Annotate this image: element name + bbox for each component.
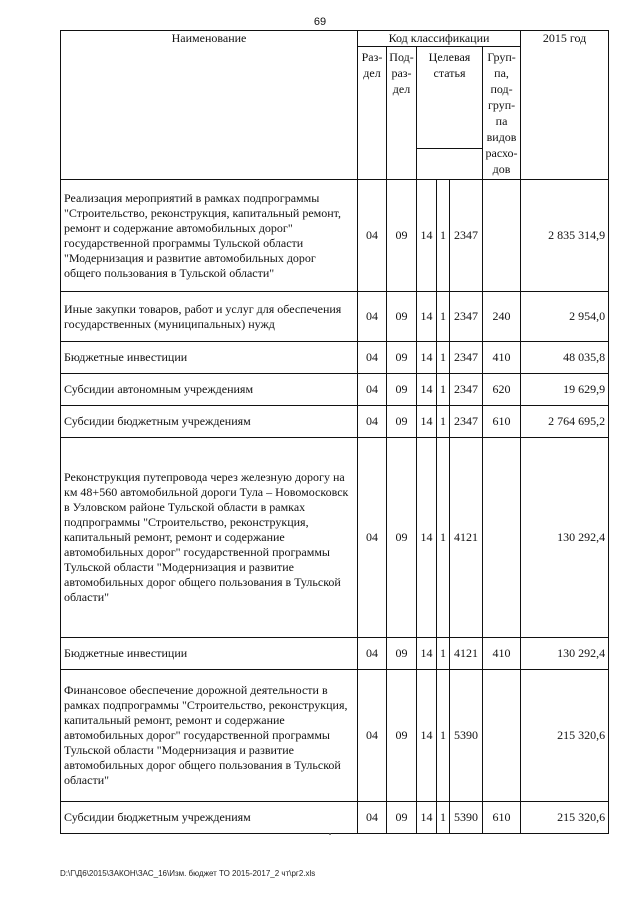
row-name: Субсидии бюджетным учреждениям <box>61 802 358 834</box>
header-name: Наименование <box>61 31 358 180</box>
scan-speck <box>329 833 331 835</box>
row-target-subprogram: 1 <box>437 406 450 438</box>
row-razdel: 04 <box>358 374 387 406</box>
row-target-subprogram: 1 <box>437 438 450 638</box>
row-amount-2015: 130 292,4 <box>521 438 609 638</box>
row-name: Субсидии бюджетным учреждениям <box>61 406 358 438</box>
row-amount-2015: 2 764 695,2 <box>521 406 609 438</box>
row-amount-2015: 48 035,8 <box>521 342 609 374</box>
row-podrazdel: 09 <box>387 180 417 292</box>
page-number: 69 <box>313 16 327 28</box>
row-target-program: 14 <box>417 802 437 834</box>
row-podrazdel: 09 <box>387 802 417 834</box>
row-amount-2015: 19 629,9 <box>521 374 609 406</box>
header-podrazdel: Под- раз- дел <box>387 47 417 180</box>
row-expense-type: 240 <box>483 292 521 342</box>
row-target-program: 14 <box>417 292 437 342</box>
table-row <box>61 802 609 834</box>
row-name: Реализация мероприятий в рамках подпрограммы "Строительство, реконструкция, капитальный ремонт, ремонт и содержание автомобильных дорог" государственной программы Тульской области "Модернизация и развитие автомобильных дорог общего пользования в Тульской области" <box>61 180 358 292</box>
row-target-subprogram: 1 <box>437 292 450 342</box>
row-amount-2015: 215 320,6 <box>521 802 609 834</box>
row-podrazdel: 09 <box>387 670 417 802</box>
row-target-subprogram: 1 <box>437 180 450 292</box>
row-name: Финансовое обеспечение дорожной деятельности в рамках подпрограммы "Строительство, реконструкция, капитальный ремонт, ремонт и содержание автомобильных дорог" государственной программы Тульской области "Модернизация и развитие автомобильных дорог общего пользования в Тульской области" <box>61 670 358 802</box>
row-expense-type <box>483 180 521 292</box>
row-target-direction: 2347 <box>450 374 483 406</box>
row-expense-type: 410 <box>483 638 521 670</box>
header-razdel: Раз- дел <box>358 47 387 180</box>
row-expense-type <box>483 438 521 638</box>
header-group: Груп- па, под- груп- па видов расхо- дов <box>483 47 521 180</box>
header-target-part2 <box>437 149 450 180</box>
row-name: Субсидии автономным учреждениям <box>61 374 358 406</box>
row-target-direction: 2347 <box>450 342 483 374</box>
row-razdel: 04 <box>358 438 387 638</box>
row-target-direction: 2347 <box>450 180 483 292</box>
table-row <box>61 374 609 406</box>
row-target-program: 14 <box>417 180 437 292</box>
row-expense-type: 610 <box>483 802 521 834</box>
budget-table <box>60 30 609 834</box>
row-target-subprogram: 1 <box>437 342 450 374</box>
row-target-program: 14 <box>417 638 437 670</box>
row-amount-2015: 215 320,6 <box>521 670 609 802</box>
row-target-direction: 2347 <box>450 292 483 342</box>
table-row <box>61 292 609 342</box>
table-row <box>61 342 609 374</box>
row-target-subprogram: 1 <box>437 638 450 670</box>
table-body <box>61 180 609 834</box>
row-target-subprogram: 1 <box>437 802 450 834</box>
file-path-footer: D:\Г\Д6\2015\ЗАКОН\ЗАС_16\Изм. бюджет ТО 2015-2017_2 чт\рг2.xls <box>60 869 316 878</box>
row-razdel: 04 <box>358 406 387 438</box>
row-podrazdel: 09 <box>387 638 417 670</box>
row-target-direction: 5390 <box>450 670 483 802</box>
row-amount-2015: 130 292,4 <box>521 638 609 670</box>
row-razdel: 04 <box>358 342 387 374</box>
table-row <box>61 670 609 802</box>
row-podrazdel: 09 <box>387 438 417 638</box>
row-target-program: 14 <box>417 374 437 406</box>
row-name: Бюджетные инвестиции <box>61 638 358 670</box>
row-expense-type: 410 <box>483 342 521 374</box>
table-row <box>61 180 609 292</box>
row-razdel: 04 <box>358 670 387 802</box>
row-expense-type <box>483 670 521 802</box>
row-podrazdel: 09 <box>387 406 417 438</box>
row-target-direction: 5390 <box>450 802 483 834</box>
header-target: Целевая статья <box>417 47 483 149</box>
row-target-program: 14 <box>417 670 437 802</box>
row-name: Иные закупки товаров, работ и услуг для обеспечения государственных (муниципальных) нужд <box>61 292 358 342</box>
header-target-part3 <box>450 149 483 180</box>
row-name: Реконструкция путепровода через железную дорогу на км 48+560 автомобильной дороги Тула – Новомосковск в Узловском районе Тульской области в рамках подпрограммы "Строительство, реконструкция, капитальный ремонт, ремонт и содержание автомобильных дорог" государственной программы Тульской области "Модернизация и развитие автомобильных дорог общего пользования в Тульской области" <box>61 438 358 638</box>
row-target-direction: 2347 <box>450 406 483 438</box>
header-year: 2015 год <box>521 31 609 180</box>
row-razdel: 04 <box>358 292 387 342</box>
row-target-direction: 4121 <box>450 638 483 670</box>
header-target-part1 <box>417 149 437 180</box>
row-target-direction: 4121 <box>450 438 483 638</box>
row-expense-type: 620 <box>483 374 521 406</box>
row-podrazdel: 09 <box>387 374 417 406</box>
row-name: Бюджетные инвестиции <box>61 342 358 374</box>
table-row <box>61 438 609 638</box>
row-podrazdel: 09 <box>387 342 417 374</box>
row-target-subprogram: 1 <box>437 374 450 406</box>
row-razdel: 04 <box>358 638 387 670</box>
table-header <box>61 31 609 180</box>
table-row <box>61 406 609 438</box>
row-expense-type: 610 <box>483 406 521 438</box>
table-row <box>61 638 609 670</box>
row-razdel: 04 <box>358 802 387 834</box>
header-code: Код классификации <box>358 31 521 47</box>
row-target-program: 14 <box>417 406 437 438</box>
row-target-program: 14 <box>417 342 437 374</box>
row-target-program: 14 <box>417 438 437 638</box>
row-target-subprogram: 1 <box>437 670 450 802</box>
row-razdel: 04 <box>358 180 387 292</box>
row-podrazdel: 09 <box>387 292 417 342</box>
row-amount-2015: 2 835 314,9 <box>521 180 609 292</box>
row-amount-2015: 2 954,0 <box>521 292 609 342</box>
